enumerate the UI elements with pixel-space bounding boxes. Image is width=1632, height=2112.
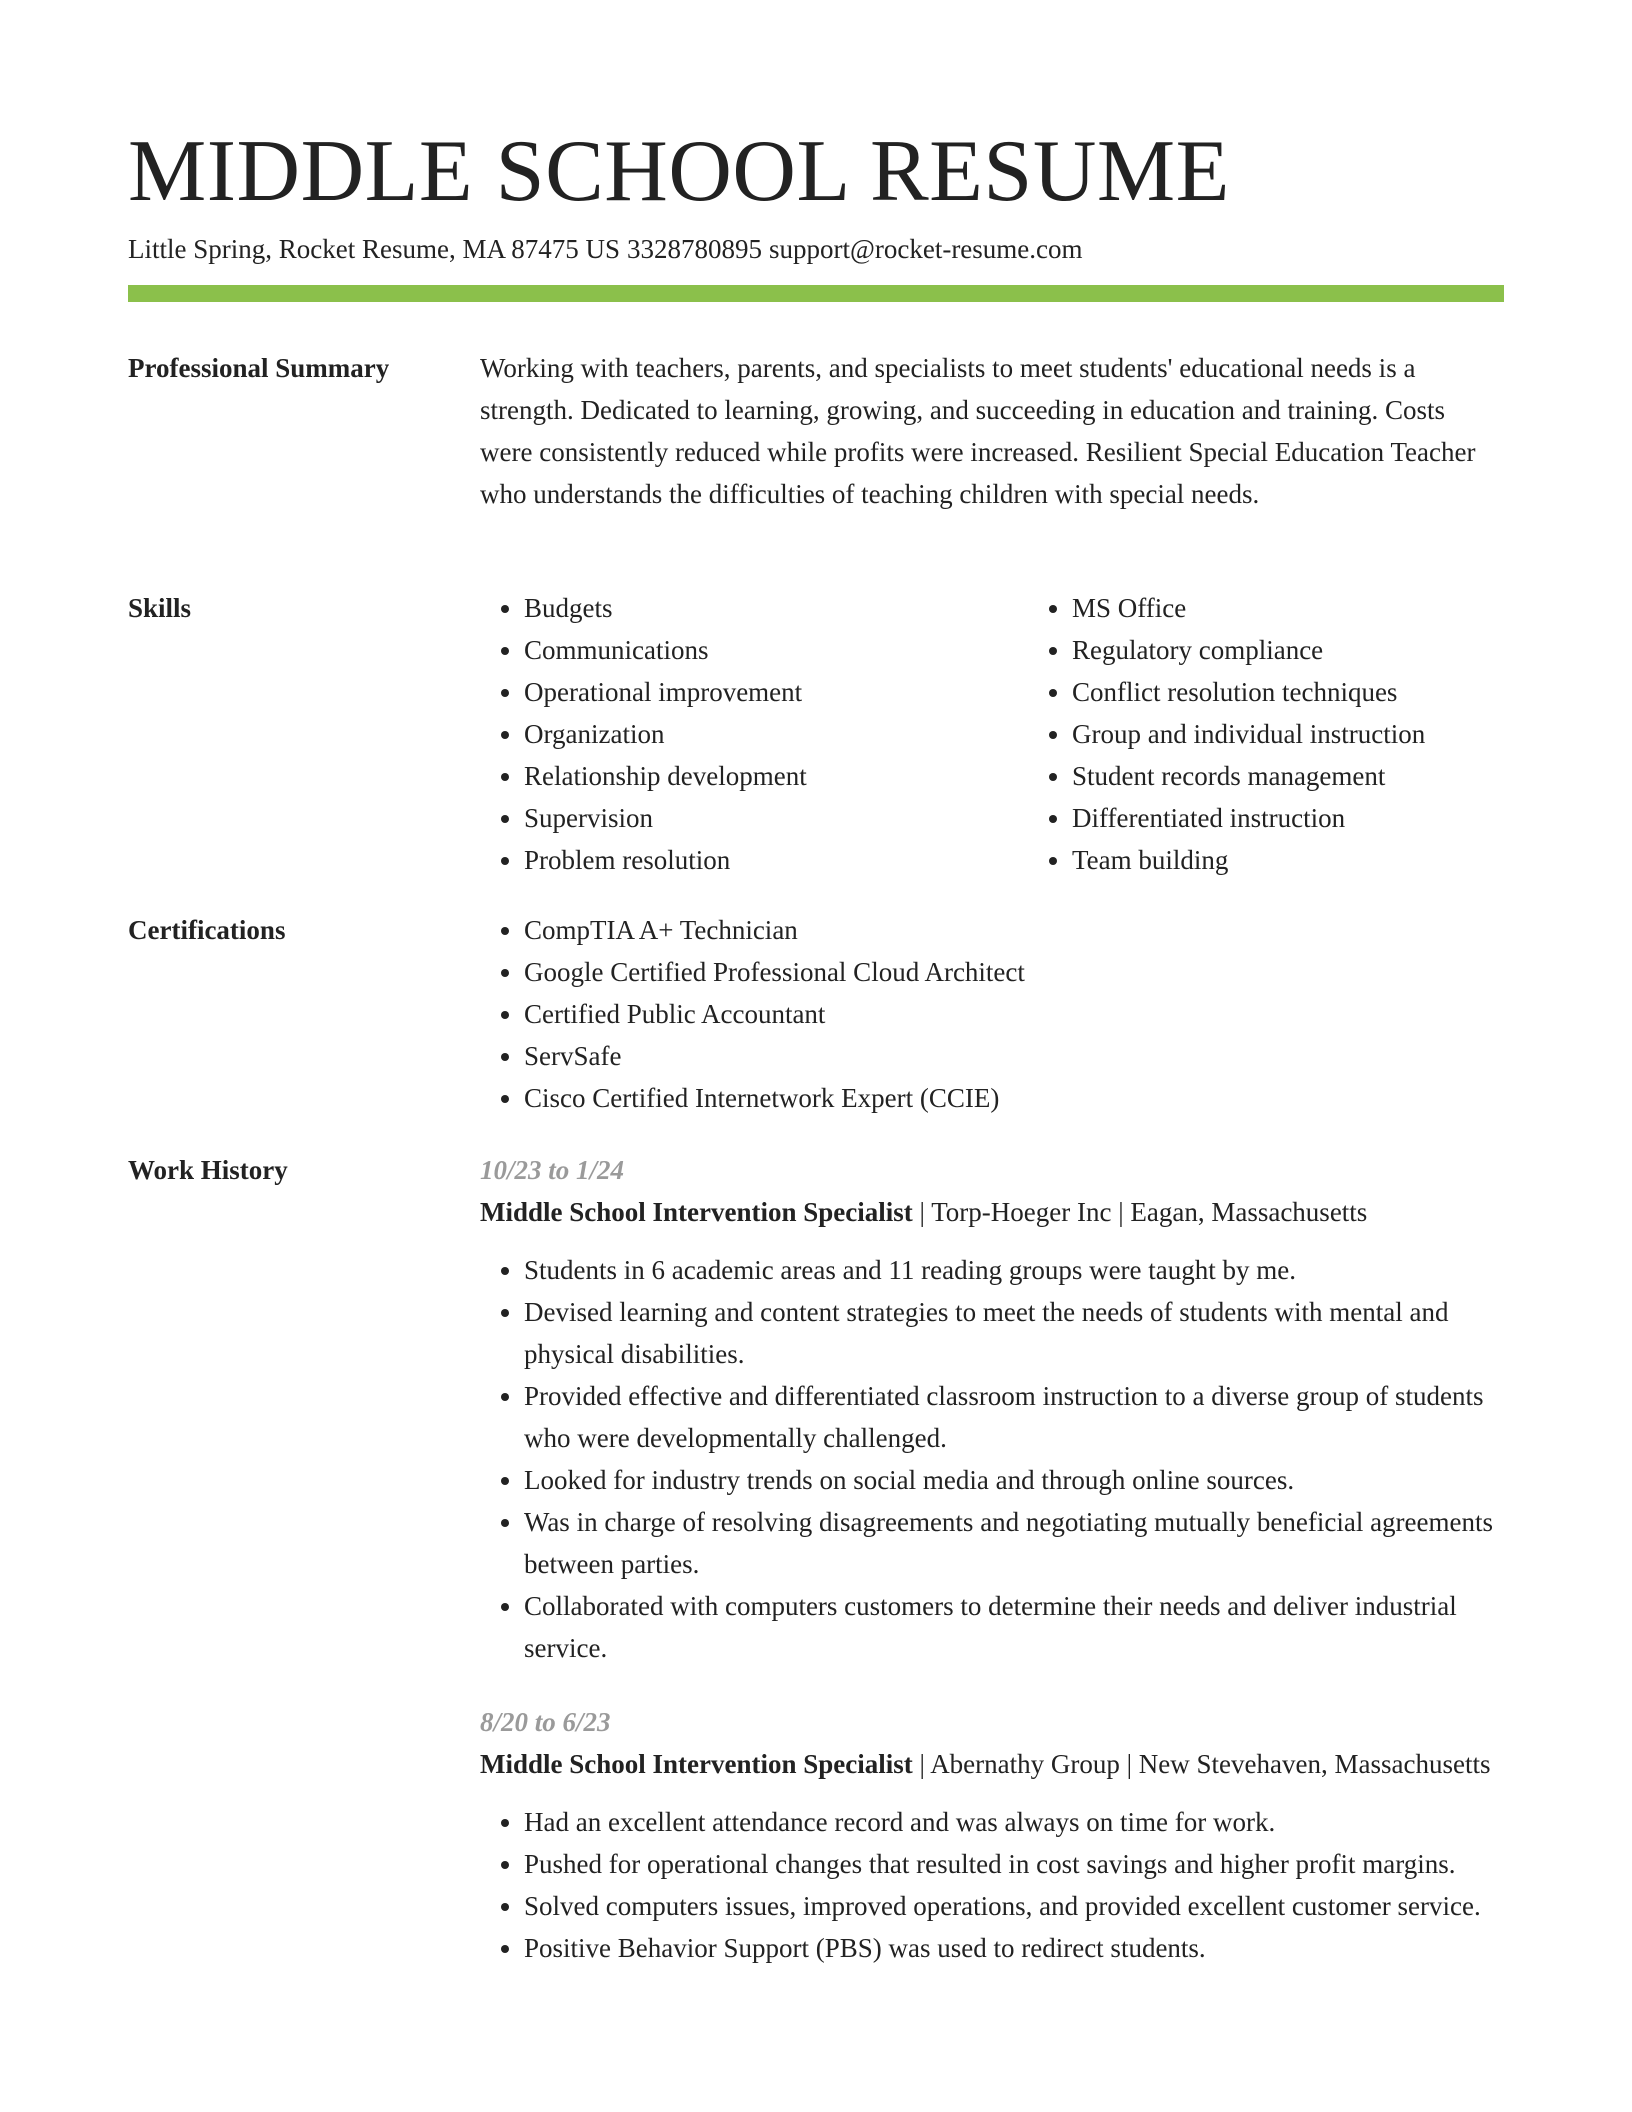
skill-item: • Differentiated instruction — [1072, 797, 1592, 839]
skills-column-2 — [1028, 587, 1592, 881]
skill-item: • Supervision — [524, 797, 984, 839]
certification-item: • Cisco Certified Internetwork Expert (CCIE) — [524, 1077, 1504, 1119]
job-entry — [480, 1701, 1504, 1969]
job-location: Eagan, Massachusetts — [1130, 1197, 1368, 1227]
job-title: Middle School Intervention Specialist — [480, 1749, 913, 1779]
header-divider — [128, 285, 1504, 302]
skill-item: • Relationship development — [524, 755, 984, 797]
job-duty-item: • Solved computers issues, improved operations, and provided excellent customer service. — [524, 1885, 1504, 1927]
skills-label: Skills — [128, 593, 192, 623]
certification-item: • Certified Public Accountant — [524, 993, 1504, 1035]
job-heading: Middle School Intervention Specialist | Torp-Hoeger Inc | Eagan, Massachusetts — [480, 1197, 1368, 1227]
skill-item: • Organization — [524, 713, 984, 755]
skill-item: • Operational improvement — [524, 671, 984, 713]
skills-section — [480, 587, 1504, 881]
summary-label: Professional Summary — [128, 353, 390, 383]
job-dates: 10/23 to 1/24 — [480, 1155, 625, 1185]
job-duty-item: • Positive Behavior Support (PBS) was used to redirect students. — [524, 1927, 1504, 1969]
skill-item: • Team building — [1072, 839, 1592, 881]
job-entry — [480, 1149, 1504, 1669]
work-history-section — [480, 1149, 1504, 1969]
job-duties-list — [480, 1249, 1504, 1669]
certification-item: • ServSafe — [524, 1035, 1504, 1077]
job-duty-item: • Students in 6 academic areas and 11 reading groups were taught by me. — [524, 1249, 1504, 1291]
job-heading: Middle School Intervention Specialist | Abernathy Group | New Stevehaven, Massachusetts — [480, 1749, 1491, 1779]
job-duty-item: • Had an excellent attendance record and was always on time for work. — [524, 1801, 1504, 1843]
summary-text: Working with teachers, parents, and specialists to meet students' educational needs is a strength. Dedicated to learning, growing, and succeeding in education and training. Costs were consistently reduced while profits were increased. Resilient Special Education Teacher who understands the difficulties of teaching children with special needs. — [480, 353, 1476, 509]
job-duty-item: • Devised learning and content strategies to meet the needs of students with mental and physical disabilities. — [524, 1291, 1504, 1375]
work-history-label: Work History — [128, 1155, 288, 1185]
contact-email: support@rocket-resume.com — [769, 234, 1083, 264]
summary-section — [480, 347, 1504, 515]
job-duties-list — [480, 1801, 1504, 1969]
skill-item: • Conflict resolution techniques — [1072, 671, 1592, 713]
job-duty-item: • Looked for industry trends on social media and through online sources. — [524, 1459, 1504, 1501]
job-duty-item: • Collaborated with computers customers to determine their needs and deliver industrial service. — [524, 1585, 1504, 1669]
job-company: Abernathy Group — [930, 1749, 1120, 1779]
skill-item: • Student records management — [1072, 755, 1592, 797]
job-duty-item: • Was in charge of resolving disagreements and negotiating mutually beneficial agreements between parties. — [524, 1501, 1504, 1585]
certification-item: • CompTIA A+ Technician — [524, 909, 1504, 951]
certifications-section — [480, 909, 1504, 1119]
skill-item: • Problem resolution — [524, 839, 984, 881]
skill-item: • Budgets — [524, 587, 984, 629]
resume-title: MIDDLE SCHOOL RESUME — [128, 123, 1230, 220]
skill-item: • MS Office — [1072, 587, 1592, 629]
job-dates: 8/20 to 6/23 — [480, 1707, 611, 1737]
skill-item: • Communications — [524, 629, 984, 671]
job-duty-item: • Pushed for operational changes that resulted in cost savings and higher profit margins. — [524, 1843, 1504, 1885]
job-location: New Stevehaven, Massachusetts — [1138, 1749, 1491, 1779]
skill-item: • Group and individual instruction — [1072, 713, 1592, 755]
job-duty-item: • Provided effective and differentiated classroom instruction to a diverse group of students who were developmentally challenged. — [524, 1375, 1504, 1459]
certifications-list — [480, 909, 1504, 1119]
certification-item: • Google Certified Professional Cloud Architect — [524, 951, 1504, 993]
job-title: Middle School Intervention Specialist — [480, 1197, 913, 1227]
contact-phone: 3328780895 — [627, 234, 762, 264]
certifications-label: Certifications — [128, 915, 286, 945]
job-company: Torp-Hoeger Inc — [931, 1197, 1112, 1227]
skills-column-1 — [480, 587, 984, 881]
contact-address: Little Spring, Rocket Resume, MA 87475 US — [128, 234, 620, 264]
skill-item: • Regulatory compliance — [1072, 629, 1592, 671]
contact-line — [128, 230, 1083, 268]
